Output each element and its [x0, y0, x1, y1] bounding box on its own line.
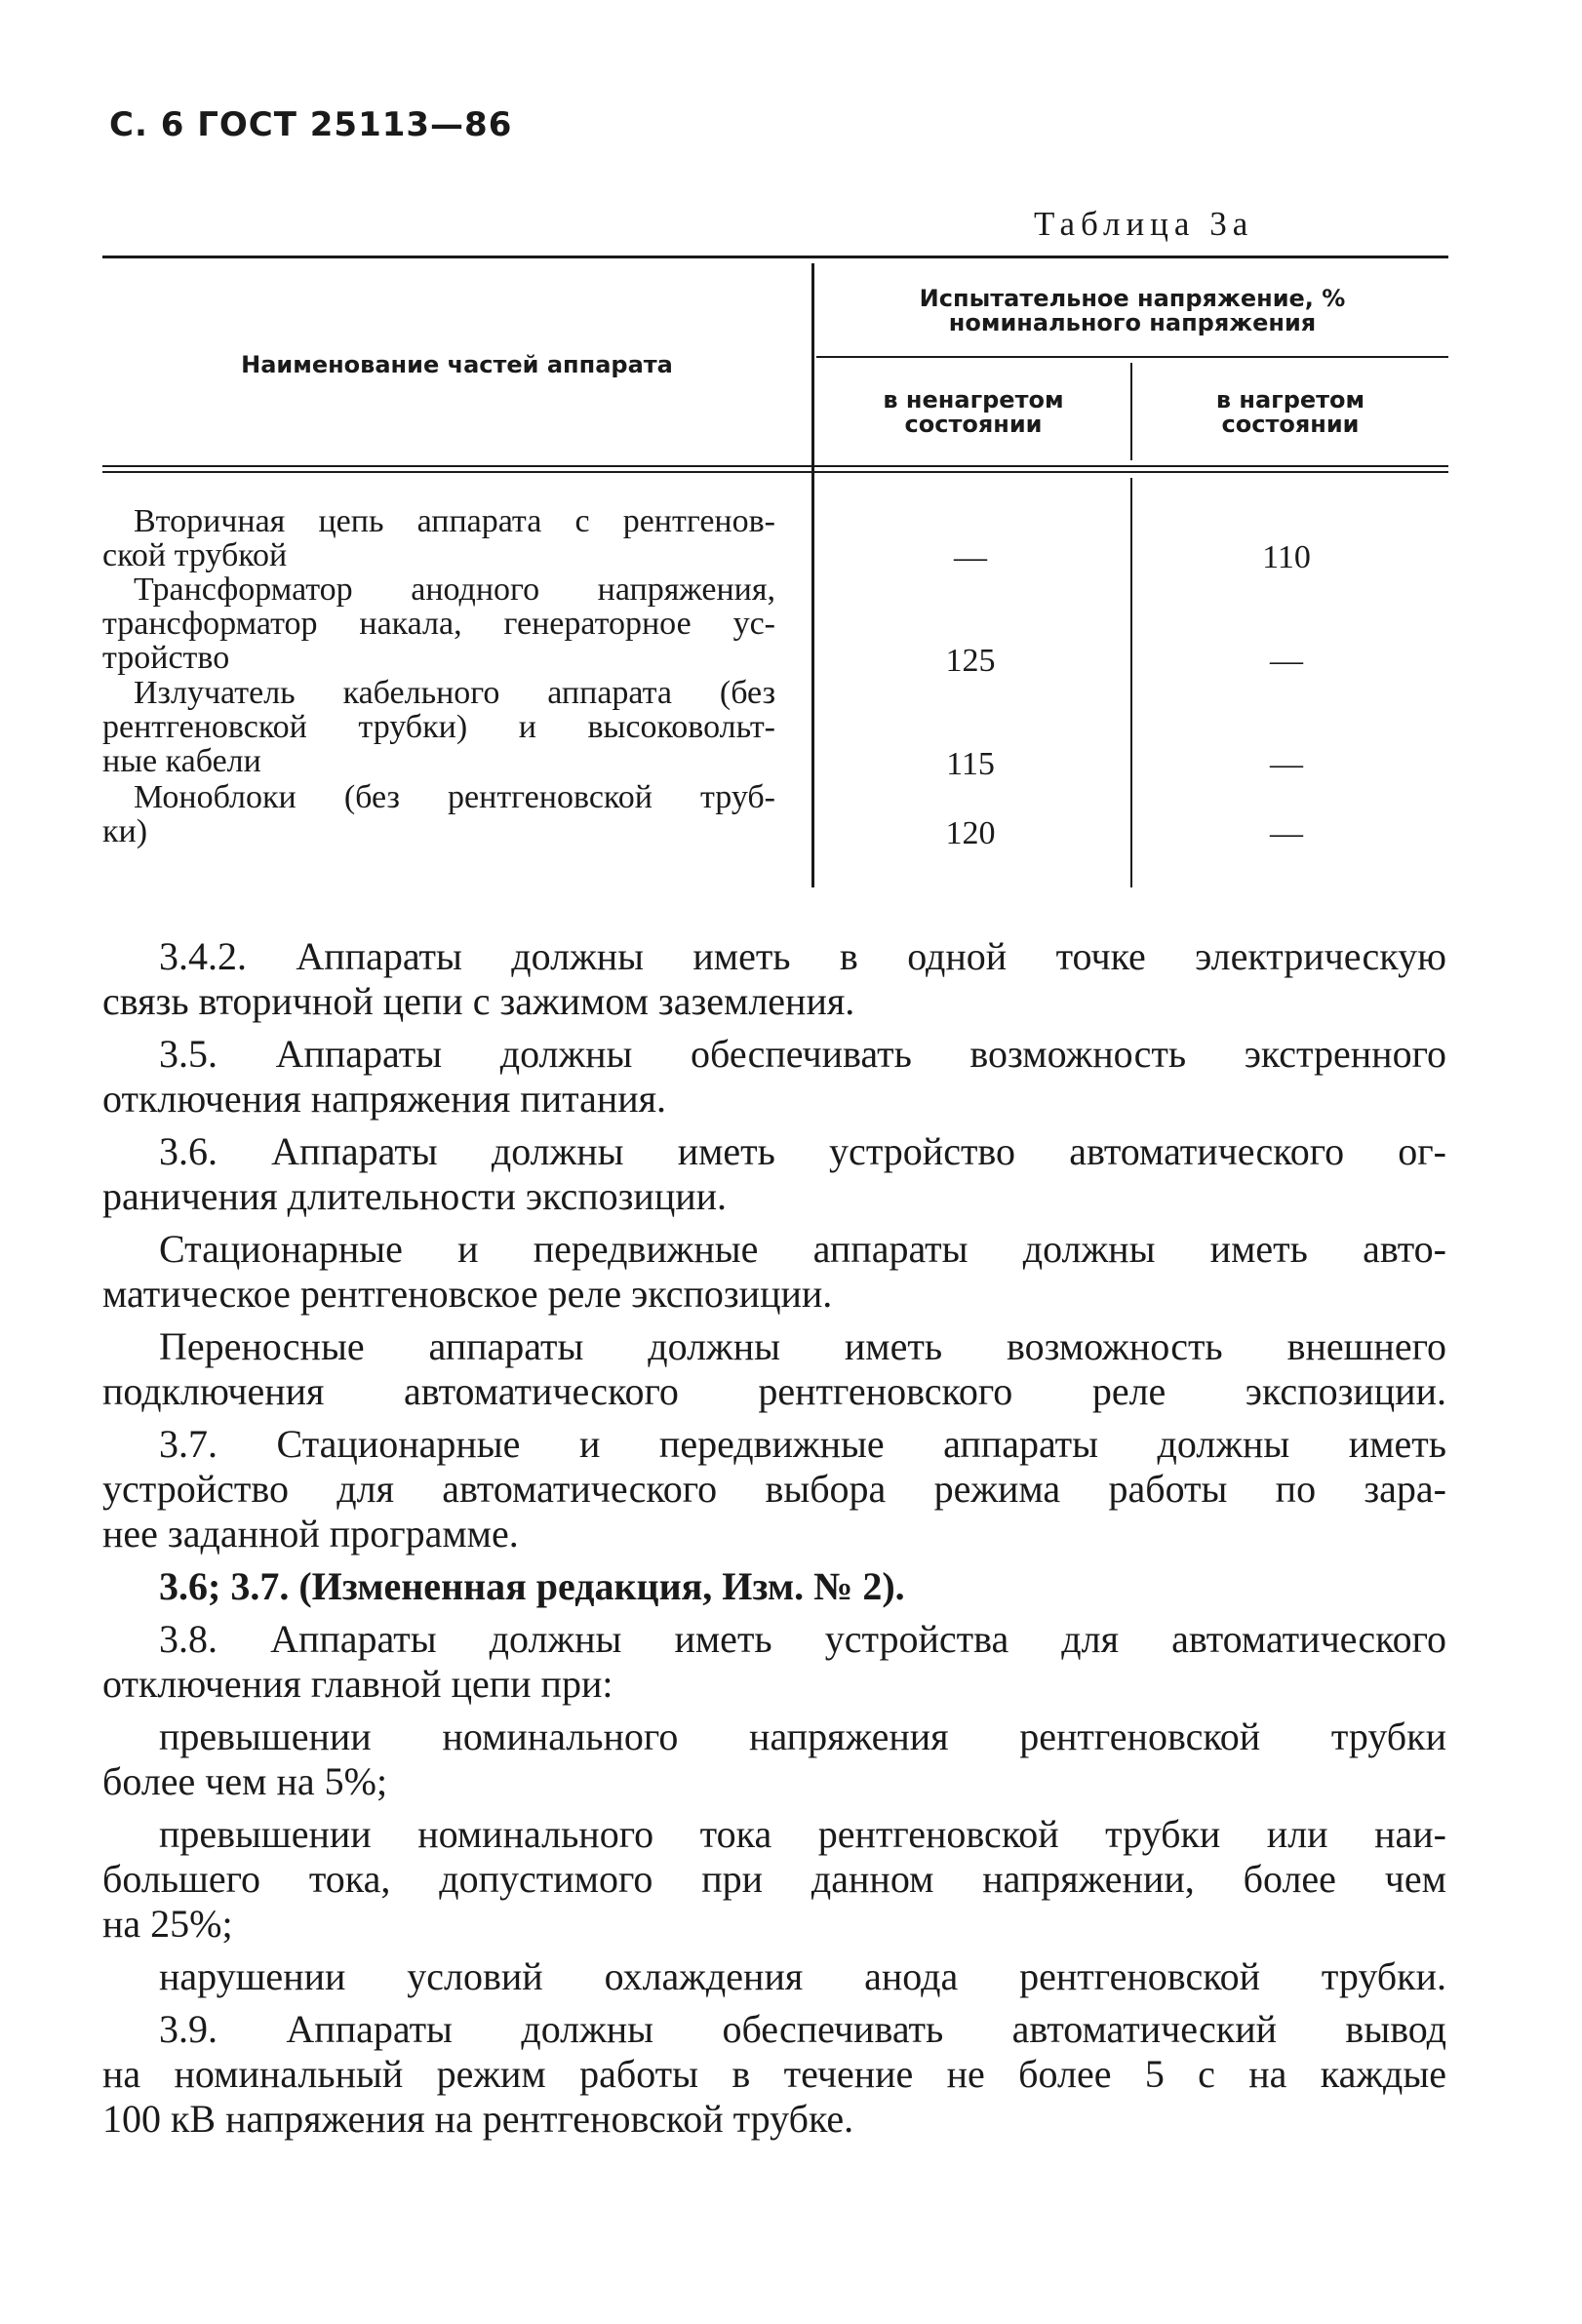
para-line: на номинальный режим работы в течение не более 5 с на каждые	[102, 2052, 1446, 2096]
col-group-header-line1: Испытательное напряжение, %	[919, 285, 1346, 312]
paragraph-3-6	[102, 1129, 1446, 1219]
para-line: 3.4.2. Аппараты должны иметь в одной точке электрическую	[159, 934, 1446, 978]
para-line: устройство для автоматического выбора режима работы по зара-	[102, 1467, 1446, 1511]
table-group-rule	[816, 356, 1448, 358]
paragraph-current-exceed	[102, 1812, 1446, 1947]
part-line: ки)	[102, 813, 148, 849]
col-group-header	[816, 287, 1448, 335]
para-line: большего тока, допустимого при данном напряжении, более чем	[102, 1857, 1446, 1901]
body-text	[102, 934, 1446, 2149]
part-line: ской трубкой	[102, 537, 288, 573]
table-cell-hot: —	[1270, 643, 1303, 679]
para-line: 100 кВ напряжения на рентгеновской трубке.	[102, 2097, 854, 2141]
amendment-note: 3.6; 3.7. (Измененная редакция, Изм. № 2).	[159, 1564, 905, 1608]
para-line: раничения длительности экспозиции.	[102, 1174, 728, 1218]
table-top-rule	[102, 256, 1448, 258]
paragraph-cooling	[102, 1954, 1446, 1999]
part-line: Трансформатор анодного напряжения,	[134, 571, 775, 608]
table-row-part	[102, 780, 775, 848]
table-cell-hot: —	[1270, 746, 1303, 782]
para-line: подключения автоматического рентгеновского реле экспозиции.	[102, 1369, 1446, 1413]
table-vline-sub-body	[1130, 478, 1132, 887]
para-line: 3.9. Аппараты должны обеспечивать автоматический вывод	[159, 2007, 1446, 2051]
paragraph-3-9	[102, 2007, 1446, 2142]
para-line: матическое рентгеновское реле экспозиции.	[102, 1272, 833, 1316]
col-hot-header-line1: в нагретом	[1215, 386, 1365, 414]
table-header-rule-1	[102, 465, 1448, 467]
paragraph-amendment	[102, 1564, 1446, 1609]
paragraph-3-4-2	[102, 934, 1446, 1024]
test-voltage-table	[102, 256, 1448, 899]
col-hot-header-line2: состоянии	[1221, 411, 1360, 438]
para-line: отключения напряжения питания.	[102, 1077, 667, 1121]
col-cold-header-line2: состоянии	[904, 411, 1043, 438]
table-cell-cold: 120	[945, 815, 996, 851]
para-line: 3.7. Стационарные и передвижные аппараты должны иметь	[159, 1422, 1446, 1466]
table-cell-cold: —	[954, 539, 987, 575]
col-group-header-line2: номинального напряжения	[948, 309, 1317, 336]
para-line: связь вторичной цепи с зажимом заземления.	[102, 979, 855, 1023]
table-row-part	[102, 504, 775, 572]
para-line: 3.8. Аппараты должны иметь устройства для автоматического	[159, 1617, 1446, 1661]
col-hot-header	[1132, 388, 1448, 437]
para-line: Стационарные и передвижные аппараты должны иметь авто-	[159, 1227, 1446, 1271]
para-line: превышении номинального напряжения рентгеновской трубки	[159, 1714, 1446, 1758]
part-line: Моноблоки (без рентгеновской труб-	[134, 779, 775, 815]
table-cell-cold: 125	[945, 643, 996, 679]
paragraph-3-5	[102, 1032, 1446, 1122]
table-cell-hot: —	[1270, 815, 1303, 851]
para-line: 3.6. Аппараты должны иметь устройство автоматического ог-	[159, 1129, 1446, 1173]
para-line: на 25%;	[102, 1902, 233, 1946]
paragraph-3-7	[102, 1422, 1446, 1556]
table-row-part	[102, 676, 775, 778]
para-line: более чем на 5%;	[102, 1759, 388, 1803]
col-cold-header-line1: в ненагретом	[883, 386, 1064, 414]
para-line: превышении номинального тока рентгеновской трубки или наи-	[159, 1812, 1446, 1856]
page-header: С. 6 ГОСТ 25113—86	[109, 105, 513, 144]
table-row-part	[102, 572, 775, 675]
para-line: 3.5. Аппараты должны обеспечивать возможность экстренного	[159, 1032, 1446, 1076]
table-caption: Таблица 3а	[1034, 205, 1254, 243]
part-line: Излучатель кабельного аппарата (без	[134, 675, 775, 711]
para-line: нарушении условий охлаждения анода рентгеновской трубки.	[159, 1954, 1446, 1998]
part-line: Вторичная цепь аппарата с рентгенов-	[134, 503, 775, 539]
para-line: нее заданной программе.	[102, 1512, 519, 1556]
para-line: Переносные аппараты должны иметь возможность внешнего	[159, 1324, 1446, 1368]
part-line: ные кабели	[102, 743, 261, 779]
table-cell-hot: 110	[1262, 539, 1311, 575]
paragraph-portable	[102, 1324, 1446, 1414]
table-vline-main	[811, 263, 814, 887]
paragraph-voltage-exceed	[102, 1714, 1446, 1804]
part-line: рентгеновской трубки) и высоковольт-	[102, 709, 775, 745]
table-header-rule-2	[102, 471, 1448, 473]
paragraph-stationary	[102, 1227, 1446, 1317]
paragraph-3-8	[102, 1617, 1446, 1707]
part-line: тройство	[102, 640, 230, 676]
part-line: трансформатор накала, генераторное ус-	[102, 606, 775, 642]
para-line: отключения главной цепи при:	[102, 1662, 613, 1706]
table-cell-cold: 115	[946, 746, 995, 782]
col-cold-header	[816, 388, 1130, 437]
col-name-header: Наименование частей аппарата	[241, 351, 673, 378]
